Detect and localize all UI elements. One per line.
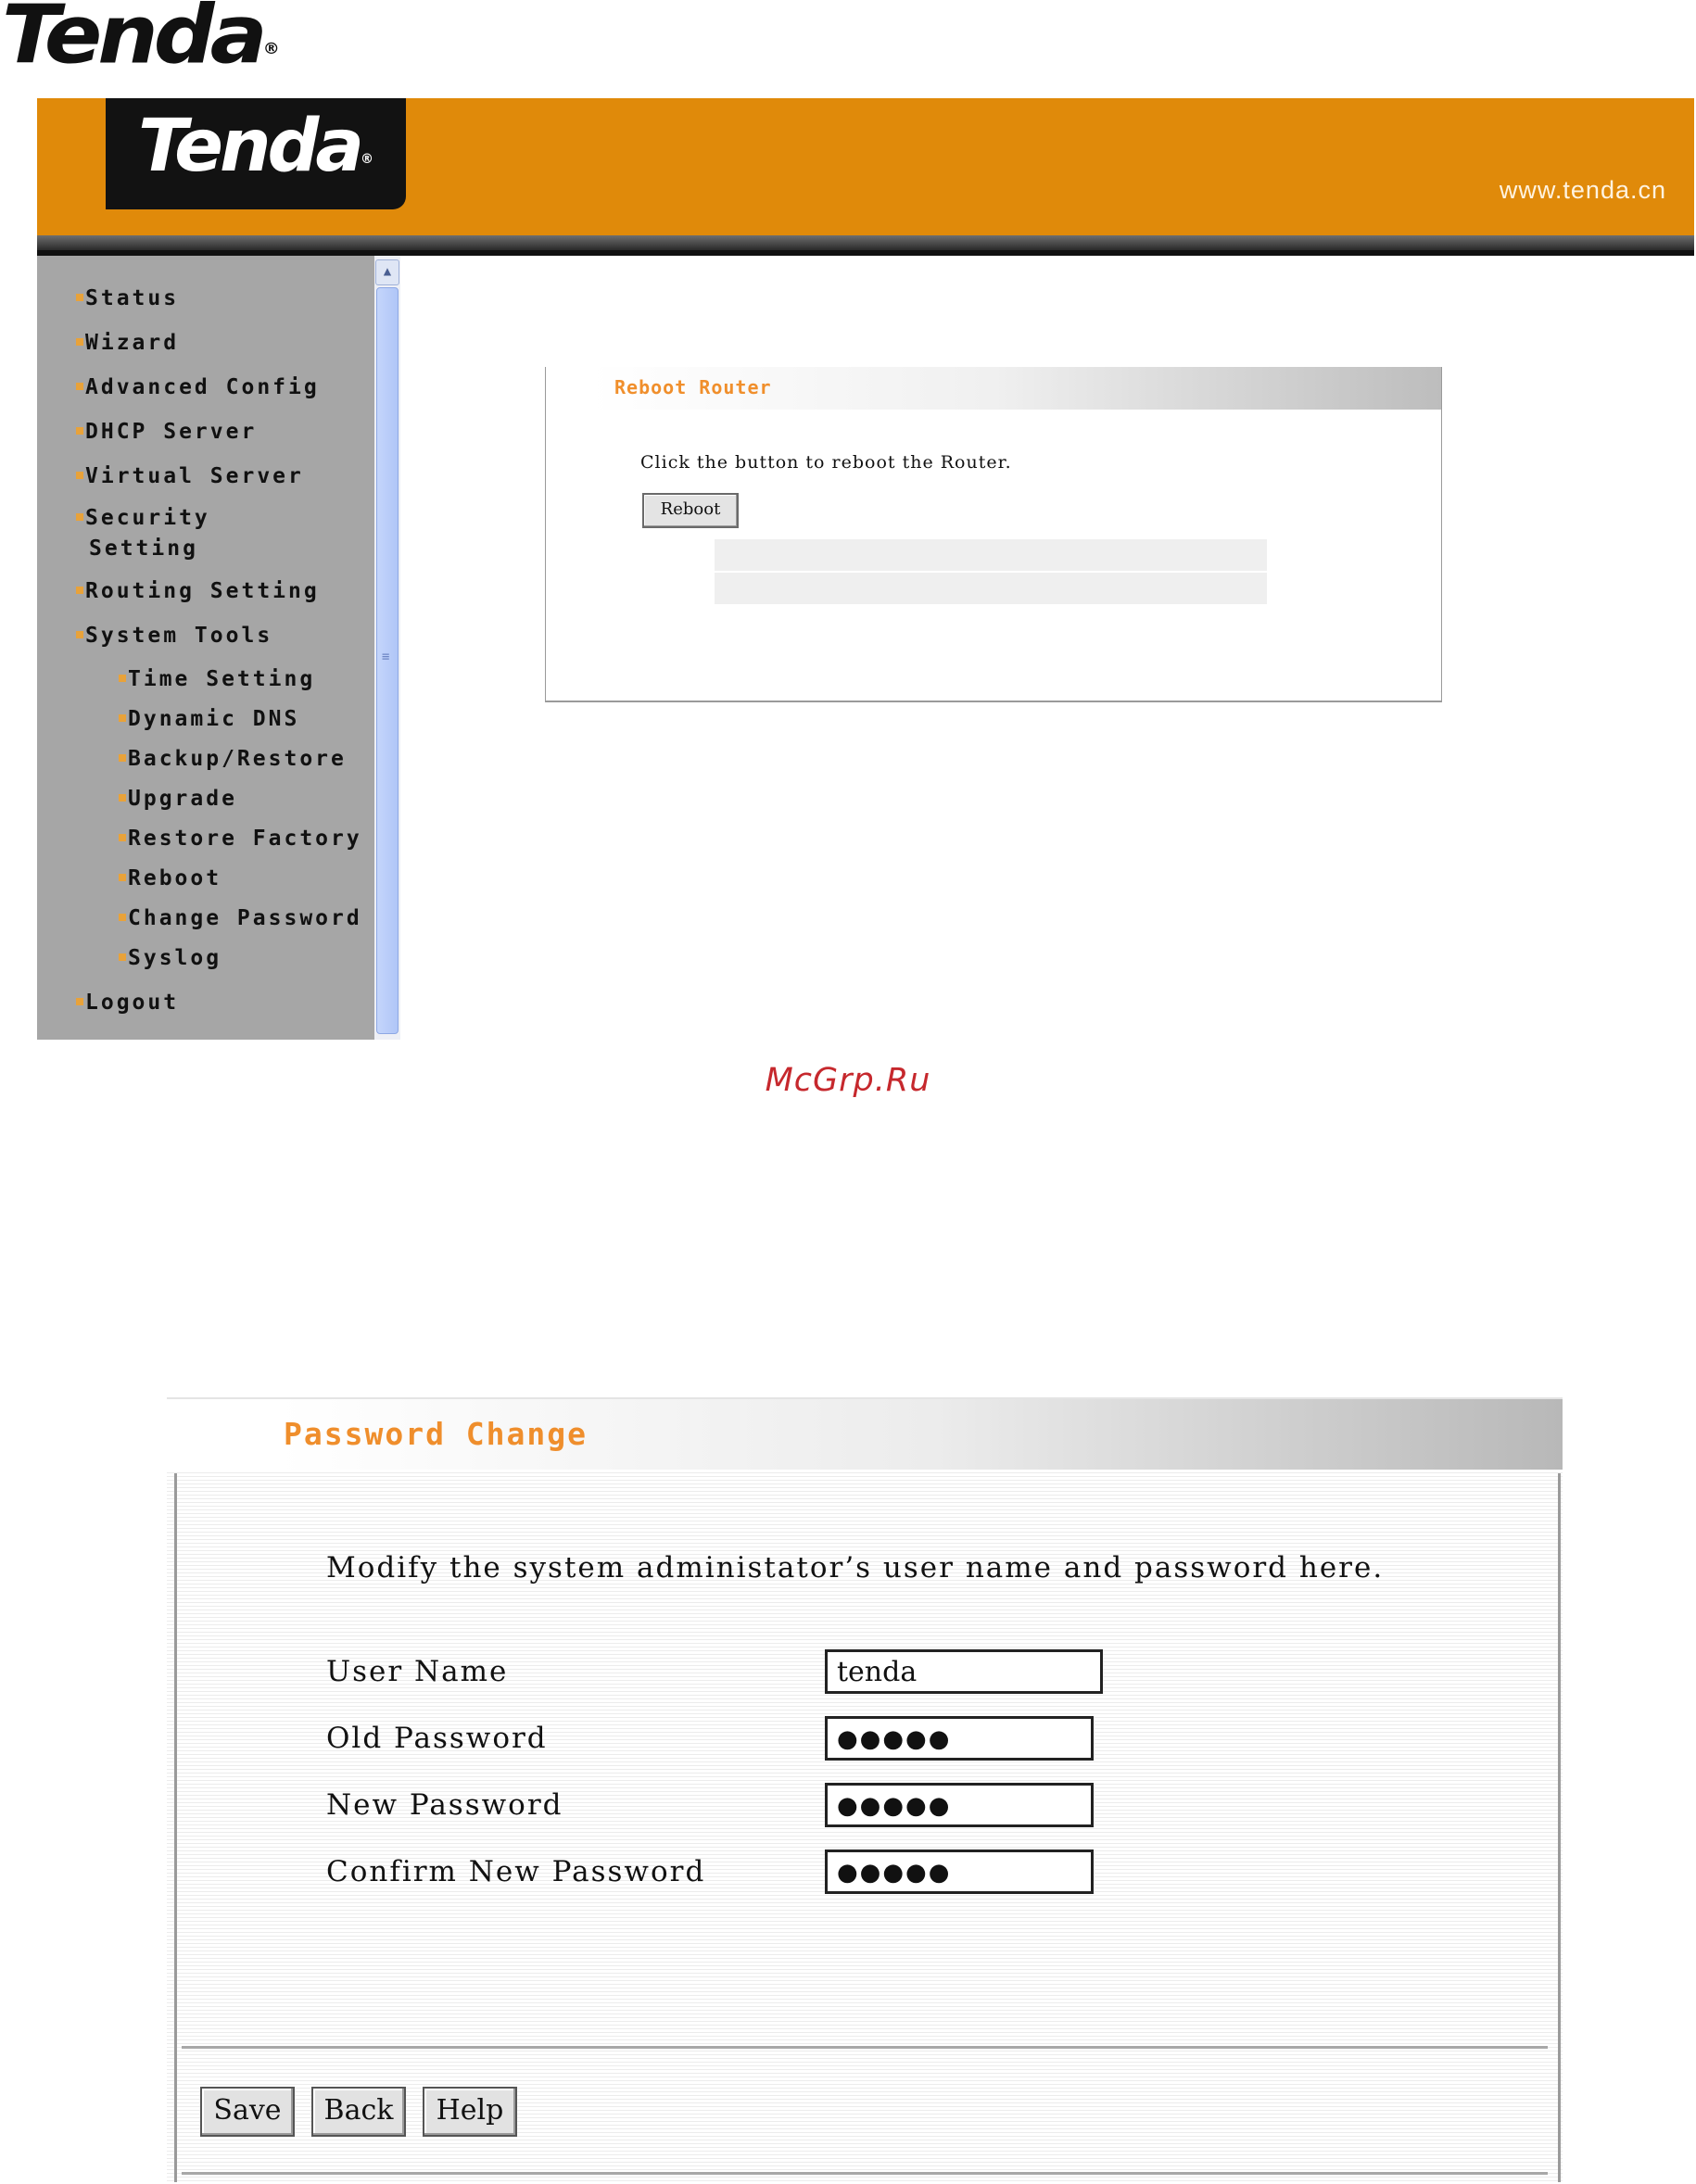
sidebar-item-label: Status: [85, 286, 180, 310]
password-panel-title: Password Change: [284, 1416, 589, 1452]
password-change-panel: [167, 1397, 1563, 2182]
bullet-icon: [76, 998, 83, 1005]
status-bar: [715, 539, 1267, 571]
sidebar-item-advanced-config[interactable]: [76, 372, 320, 403]
router-web-ui: [37, 98, 1694, 1040]
bullet-icon: [76, 631, 83, 638]
sidebar-item-logout[interactable]: [76, 988, 179, 1018]
old-password-field[interactable]: ●●●●●: [825, 1716, 1094, 1761]
banner-url[interactable]: www.tenda.cn: [1499, 176, 1666, 204]
sidebar-subitem-syslog[interactable]: [119, 943, 221, 974]
bullet-icon: [76, 513, 83, 521]
help-button[interactable]: Help: [423, 2087, 517, 2137]
sidebar-subitem-reboot[interactable]: [119, 864, 221, 894]
user-name-field[interactable]: tenda: [825, 1649, 1103, 1694]
sidebar-subitem-dynamic-dns[interactable]: [119, 704, 299, 735]
sidebar-menu: [37, 256, 374, 1040]
bullet-icon: [119, 874, 126, 881]
tenda-logo-text: Tenda: [2, 0, 263, 82]
status-bar: [715, 573, 1267, 604]
reboot-panel-header: [546, 367, 1441, 410]
password-panel-header: [167, 1399, 1563, 1470]
scroll-up-arrow-icon[interactable]: ▲: [375, 259, 399, 285]
sidebar-subitem-upgrade[interactable]: [119, 784, 237, 814]
header-banner: [37, 98, 1694, 235]
reboot-panel-title: Reboot Router: [614, 376, 772, 398]
user-name-label: User Name: [326, 1655, 509, 1688]
sidebar-item-virtual-server[interactable]: [76, 461, 304, 492]
sidebar-item-label-line2: Setting: [89, 537, 198, 561]
sidebar-scrollbar[interactable]: [374, 256, 400, 1040]
watermark: McGrp.Ru: [765, 1062, 931, 1099]
reboot-description: Click the button to reboot the Router.: [640, 452, 1012, 473]
bullet-icon: [119, 953, 126, 961]
bullet-icon: [119, 914, 126, 921]
bullet-icon: [119, 714, 126, 722]
sidebar-item-routing-setting[interactable]: [76, 576, 320, 607]
sidebar-subitem-label: Backup/Restore: [128, 747, 347, 771]
registered-mark: ®: [262, 39, 280, 58]
sidebar-subitem-label: Reboot: [128, 866, 222, 890]
sidebar-item-status[interactable]: [76, 284, 179, 314]
sidebar-item-label: Security: [85, 506, 210, 530]
reboot-panel: [545, 367, 1442, 702]
sidebar-subitem-label: Restore Factory: [128, 827, 362, 851]
bullet-icon: [76, 427, 83, 435]
sidebar-subitem-change-password[interactable]: [119, 903, 362, 934]
new-password-field[interactable]: ●●●●●: [825, 1783, 1094, 1827]
bullet-icon: [76, 383, 83, 390]
scrollbar-grip-icon: ≡: [382, 650, 390, 664]
sidebar-subitem-restore-factory[interactable]: [119, 824, 362, 854]
old-password-label: Old Password: [326, 1722, 548, 1755]
new-password-label: New Password: [326, 1788, 563, 1822]
bullet-icon: [119, 794, 126, 802]
banner-logo-text: Tenda: [137, 105, 361, 188]
banner-registered-mark: ®: [361, 152, 374, 167]
bullet-icon: [76, 294, 83, 301]
bullet-icon: [119, 754, 126, 762]
banner-logo: [106, 98, 406, 209]
sidebar-item-system-tools[interactable]: [76, 621, 272, 651]
password-description: Modify the system administator’s user name and password here.: [326, 1551, 1385, 1584]
scrollbar-thumb[interactable]: [376, 287, 399, 1034]
sidebar-subitem-label: Upgrade: [128, 787, 237, 811]
sidebar-item-label: Logout: [85, 991, 180, 1015]
sidebar-item-label: Wizard: [85, 331, 180, 355]
sidebar-subitem-label: Syslog: [128, 946, 222, 970]
tenda-logo: [2, 0, 280, 82]
back-button[interactable]: Back: [311, 2087, 406, 2137]
sidebar-subitem-label: Time Setting: [128, 667, 316, 691]
sidebar-item-security-setting[interactable]: [76, 503, 210, 564]
sidebar-item-label: DHCP Server: [85, 420, 258, 444]
sidebar-item-label: Routing Setting: [85, 579, 320, 603]
sidebar-subitem-label: Change Password: [128, 906, 362, 930]
bullet-icon: [76, 472, 83, 479]
sidebar-item-label: System Tools: [85, 624, 273, 648]
bullet-icon: [119, 834, 126, 841]
sidebar-subitem-time-setting[interactable]: [119, 664, 315, 695]
bullet-icon: [119, 675, 126, 682]
reboot-button[interactable]: Reboot: [642, 493, 739, 528]
panel-bottom-border: [182, 2172, 1548, 2175]
sidebar-subitem-label: Dynamic DNS: [128, 707, 300, 731]
sidebar-item-wizard[interactable]: [76, 328, 179, 359]
save-button[interactable]: Save: [200, 2087, 295, 2137]
confirm-password-field[interactable]: ●●●●●: [825, 1849, 1094, 1894]
sidebar-item-label: Virtual Server: [85, 464, 304, 488]
header-divider: [37, 235, 1694, 256]
divider: [182, 2046, 1548, 2049]
sidebar-item-dhcp-server[interactable]: [76, 417, 257, 448]
confirm-password-label: Confirm New Password: [326, 1855, 706, 1888]
bullet-icon: [76, 587, 83, 594]
bullet-icon: [76, 338, 83, 346]
sidebar-subitem-backup-restore[interactable]: [119, 744, 347, 775]
sidebar-item-label: Advanced Config: [85, 375, 320, 399]
